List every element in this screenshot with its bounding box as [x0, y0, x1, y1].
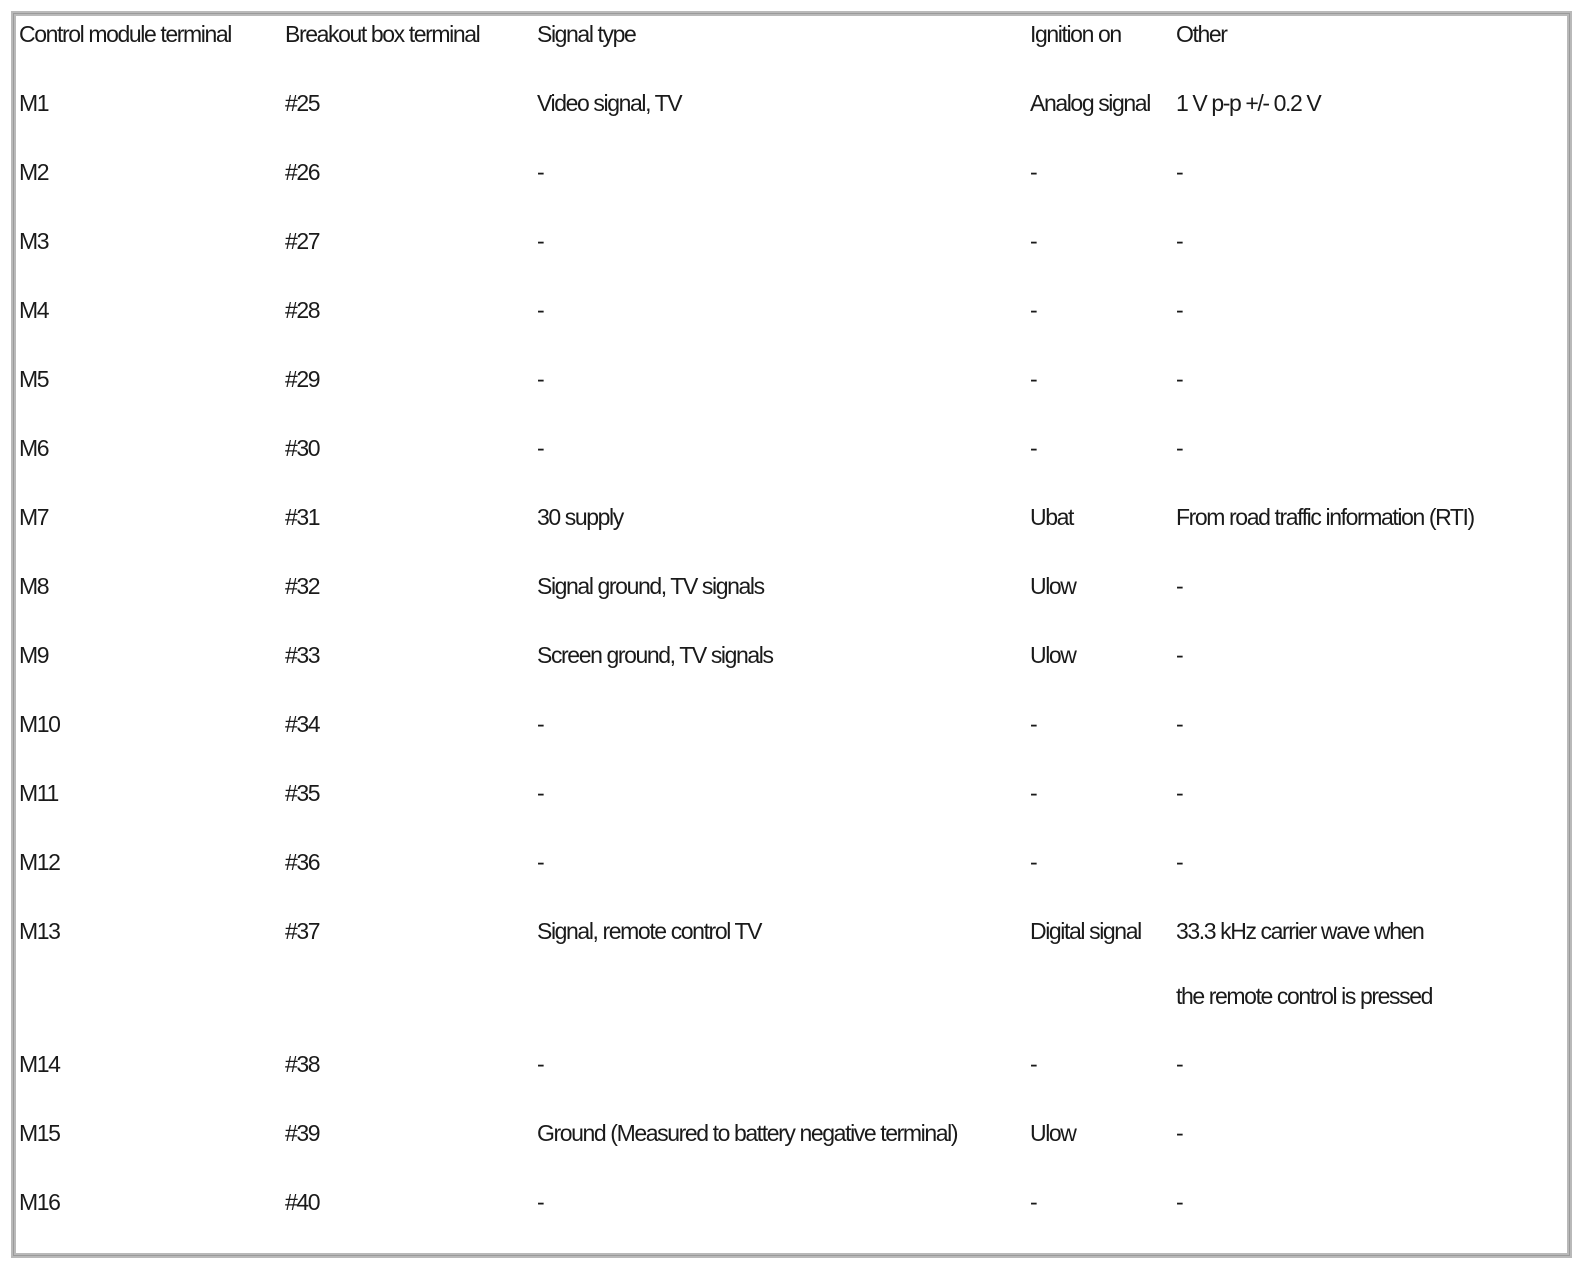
- table-row: [19, 430, 1569, 499]
- cell-ignition-on: Ulow: [1030, 642, 1076, 668]
- cell-breakout-box-terminal: #35: [285, 780, 320, 806]
- cell-other: -: [1176, 159, 1183, 185]
- cell-breakout-box-terminal: #25: [285, 90, 320, 116]
- cell-ignition-on: -: [1030, 228, 1037, 254]
- table-row: [19, 706, 1569, 775]
- cell-ignition-on: -: [1030, 849, 1037, 875]
- table-row: [19, 499, 1569, 568]
- cell-other-line-2: the remote control is pressed: [1176, 983, 1432, 1009]
- table-row: [19, 1184, 1569, 1253]
- cell-breakout-box-terminal: #37: [285, 918, 320, 944]
- cell-control-module-terminal: M7: [19, 504, 49, 530]
- cell-ignition-on: Ulow: [1030, 573, 1076, 599]
- cell-control-module-terminal: M15: [19, 1120, 60, 1146]
- cell-breakout-box-terminal: #39: [285, 1120, 320, 1146]
- cell-other: -: [1176, 435, 1183, 461]
- cell-breakout-box-terminal: #32: [285, 573, 320, 599]
- table-body: [19, 85, 1569, 1253]
- header-row: [19, 16, 1569, 85]
- cell-ignition-on: Ulow: [1030, 1120, 1076, 1146]
- cell-signal-type: -: [537, 1051, 544, 1077]
- cell-signal-type: Ground (Measured to battery negative terminal): [537, 1120, 958, 1146]
- cell-control-module-terminal: M3: [19, 228, 49, 254]
- cell-breakout-box-terminal: #36: [285, 849, 320, 875]
- cell-other: -: [1176, 366, 1183, 392]
- cell-other-line-1: 33.3 kHz carrier wave when: [1176, 918, 1424, 944]
- cell-breakout-box-terminal: #38: [285, 1051, 320, 1077]
- cell-control-module-terminal: M1: [19, 90, 49, 116]
- cell-signal-type: -: [537, 435, 544, 461]
- header-breakout-box-terminal: Breakout box terminal: [285, 21, 480, 47]
- cell-control-module-terminal: M10: [19, 711, 60, 737]
- cell-other: -: [1176, 1051, 1183, 1077]
- table-row: [19, 85, 1569, 154]
- cell-other: -: [1176, 642, 1183, 668]
- cell-signal-type: -: [537, 711, 544, 737]
- cell-ignition-on: -: [1030, 1051, 1037, 1077]
- cell-ignition-on: -: [1030, 435, 1037, 461]
- header-other: Other: [1176, 21, 1227, 47]
- cell-breakout-box-terminal: #33: [285, 642, 320, 668]
- cell-other: -: [1176, 1189, 1183, 1215]
- cell-ignition-on: -: [1030, 366, 1037, 392]
- cell-breakout-box-terminal: #31: [285, 504, 320, 530]
- table-row: [19, 223, 1569, 292]
- cell-ignition-on: -: [1030, 780, 1037, 806]
- table-row: [19, 1046, 1569, 1115]
- cell-signal-type: -: [537, 297, 544, 323]
- cell-signal-type: Signal ground, TV signals: [537, 573, 764, 599]
- document-frame: [11, 11, 1572, 1258]
- cell-other: 1 V p-p +/- 0.2 V: [1176, 90, 1321, 116]
- cell-breakout-box-terminal: #27: [285, 228, 320, 254]
- cell-other: -: [1176, 1120, 1183, 1146]
- cell-ignition-on: Ubat: [1030, 504, 1073, 530]
- cell-control-module-terminal: M4: [19, 297, 49, 323]
- cell-signal-type: Video signal, TV: [537, 90, 682, 116]
- table-row: [19, 568, 1569, 637]
- table-row: [19, 292, 1569, 361]
- cell-signal-type: 30 supply: [537, 504, 623, 530]
- table-row: [19, 361, 1569, 430]
- cell-other: -: [1176, 573, 1183, 599]
- table-row: [19, 154, 1569, 223]
- cell-other: -: [1176, 780, 1183, 806]
- cell-breakout-box-terminal: #26: [285, 159, 320, 185]
- terminal-table: [19, 16, 1569, 1253]
- table-row: [19, 844, 1569, 913]
- cell-signal-type: -: [537, 1189, 544, 1215]
- cell-breakout-box-terminal: #34: [285, 711, 320, 737]
- cell-breakout-box-terminal: #29: [285, 366, 320, 392]
- cell-control-module-terminal: M5: [19, 366, 49, 392]
- table-row: [19, 637, 1569, 706]
- cell-signal-type: -: [537, 849, 544, 875]
- cell-breakout-box-terminal: #40: [285, 1189, 320, 1215]
- cell-control-module-terminal: M6: [19, 435, 49, 461]
- cell-other: -: [1176, 228, 1183, 254]
- header-ignition-on: Ignition on: [1030, 21, 1121, 47]
- cell-signal-type: -: [537, 228, 544, 254]
- cell-signal-type: -: [537, 159, 544, 185]
- cell-control-module-terminal: M14: [19, 1051, 60, 1077]
- cell-ignition-on: -: [1030, 297, 1037, 323]
- cell-other: -: [1176, 849, 1183, 875]
- cell-control-module-terminal: M9: [19, 642, 49, 668]
- cell-ignition-on: -: [1030, 711, 1037, 737]
- table-row: [19, 913, 1569, 1046]
- cell-signal-type: -: [537, 780, 544, 806]
- table-row: [19, 775, 1569, 844]
- cell-signal-type: -: [537, 366, 544, 392]
- cell-ignition-on: Analog signal: [1030, 90, 1150, 116]
- cell-control-module-terminal: M16: [19, 1189, 60, 1215]
- cell-other: -: [1176, 297, 1183, 323]
- cell-signal-type: Screen ground, TV signals: [537, 642, 773, 668]
- cell-ignition-on: Digital signal: [1030, 918, 1141, 944]
- cell-control-module-terminal: M12: [19, 849, 60, 875]
- header-control-module-terminal: Control module terminal: [19, 21, 231, 47]
- cell-ignition-on: -: [1030, 1189, 1037, 1215]
- table-row: [19, 1115, 1569, 1184]
- cell-other: [1176, 913, 1569, 1046]
- cell-control-module-terminal: M8: [19, 573, 49, 599]
- cell-ignition-on: -: [1030, 159, 1037, 185]
- cell-control-module-terminal: M2: [19, 159, 49, 185]
- cell-other: From road traffic information (RTI): [1176, 504, 1474, 530]
- cell-other: -: [1176, 711, 1183, 737]
- cell-breakout-box-terminal: #30: [285, 435, 320, 461]
- cell-breakout-box-terminal: #28: [285, 297, 320, 323]
- cell-control-module-terminal: M11: [19, 780, 58, 806]
- cell-signal-type: Signal, remote control TV: [537, 918, 762, 944]
- header-signal-type: Signal type: [537, 21, 636, 47]
- cell-control-module-terminal: M13: [19, 918, 60, 944]
